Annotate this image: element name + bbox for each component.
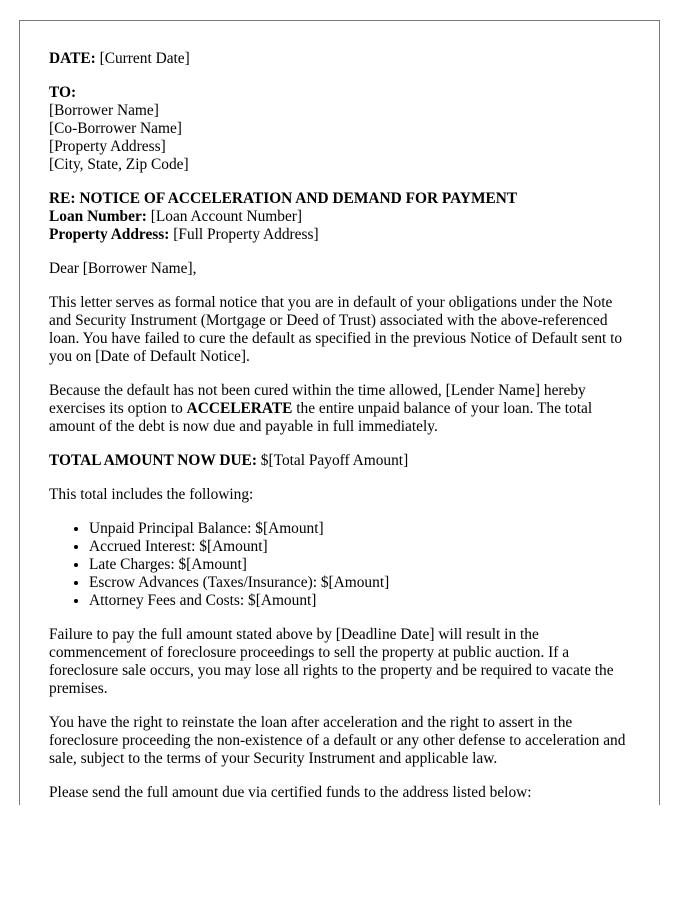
total-due-line	[49, 452, 634, 470]
recipient-city-state-zip: [City, State, Zip Code]	[49, 156, 189, 173]
loan-number-value: [Loan Account Number]	[146, 208, 303, 225]
date-line	[49, 50, 634, 68]
foreclosure-warning-paragraph: Failure to pay the full amount stated above by [Deadline Date] will result in the commencement of foreclosure proceedings to sell the property at public auction. If a foreclosure sale occurs, you may lose all rights to the property and be required to vacate the premises.	[49, 626, 614, 697]
subject-line: RE: NOTICE OF ACCELERATION AND DEMAND FOR PAYMENT	[49, 190, 518, 207]
charges-list	[49, 520, 634, 610]
property-address-label: Property Address:	[49, 226, 170, 243]
salutation: Dear [Borrower Name],	[49, 260, 197, 277]
subject-block	[49, 190, 634, 244]
list-item: • Late Charges: $[Amount]	[89, 556, 634, 574]
list-item: • Accrued Interest: $[Amount]	[89, 538, 634, 556]
includes-intro: This total includes the following:	[49, 486, 254, 503]
recipient-property-address: [Property Address]	[49, 138, 166, 155]
recipient-block	[49, 84, 634, 174]
property-address-value: [Full Property Address]	[169, 226, 319, 243]
date-label: DATE:	[49, 50, 96, 67]
total-due-label: TOTAL AMOUNT NOW DUE:	[49, 452, 257, 469]
acceleration-text-after: the entire unpaid balance of your loan. The total amount of the debt is now due and payable in full immediately.	[49, 400, 593, 435]
borrower-name: [Borrower Name]	[49, 102, 159, 119]
list-item: • Escrow Advances (Taxes/Insurance): $[Amount]	[89, 574, 634, 592]
reinstatement-rights-paragraph: You have the right to reinstate the loan after acceleration and the right to assert in the foreclosure proceeding the non-existence of a default or any other defense to acceleration and sale, subject to the terms of your Security Instrument and applicable law.	[49, 714, 626, 767]
acceleration-text-before: Because the default has not been cured within the time allowed, [Lender Name] hereby exercises its option to	[49, 382, 586, 417]
payment-instructions-paragraph: Please send the full amount due via certified funds to the address listed below:	[49, 784, 532, 801]
default-notice-paragraph: This letter serves as formal notice that you are in default of your obligations under the Note and Security Instrument (Mortgage or Deed of Trust) associated with the above-referenced loan. You have failed to cure the default as specified in the previous Notice of Default sent to you on [Date of Default Notice].	[49, 294, 623, 365]
acceleration-paragraph	[49, 382, 634, 436]
property-address-line	[49, 226, 634, 244]
total-due-value: $[Total Payoff Amount]	[256, 452, 409, 469]
list-item: • Unpaid Principal Balance: $[Amount]	[89, 520, 634, 538]
loan-number-line	[49, 208, 634, 226]
to-label: TO:	[49, 84, 77, 101]
date-value: [Current Date]	[95, 50, 190, 67]
loan-number-label: Loan Number:	[49, 208, 147, 225]
list-item: • Attorney Fees and Costs: $[Amount]	[89, 592, 634, 610]
letter-page	[19, 20, 660, 805]
letter-body	[49, 50, 634, 805]
co-borrower-name: [Co-Borrower Name]	[49, 120, 182, 137]
accelerate-emphasis: ACCELERATE	[186, 400, 293, 417]
